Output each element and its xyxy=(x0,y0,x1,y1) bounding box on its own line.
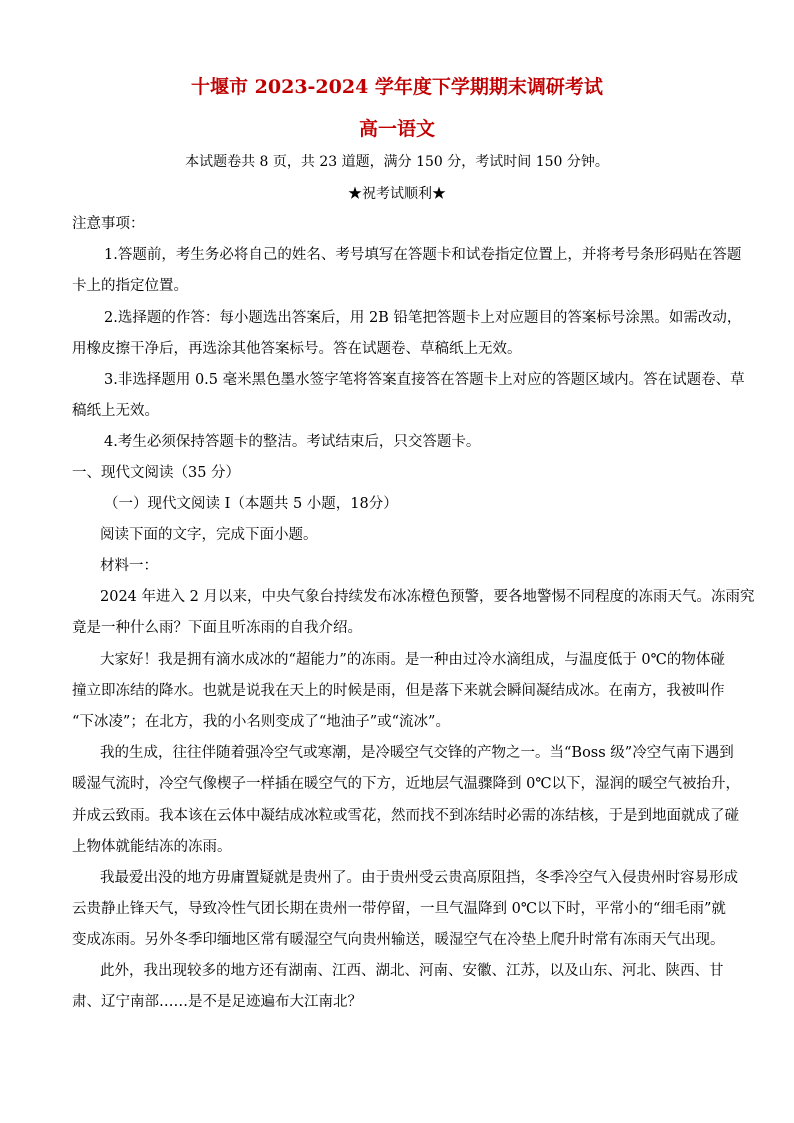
notice-item-3-line-1: 3.非选择题用 0.5 毫米黑色墨水签字笔将答案直接答在答题卡上对应的答题区域内。答在试题卷、草 xyxy=(104,372,745,388)
article-p4-line-1: 我最爱出没的地方毋庸置疑就是贵州了。由于贵州受云贵高原阻挡，冬季冷空气入侵贵州时容易形成 xyxy=(100,870,738,886)
section-sub-heading: （一）现代文阅读 I（本题共 5 小题，18分） xyxy=(104,496,398,512)
notice-item-1-line-1: 1.答题前，考生务必将自己的姓名、考号填写在答题卡和试卷指定位置上，并将考号条形码贴在答题 xyxy=(104,247,742,263)
article-p5-line-1: 此外，我出现较多的地方还有湖南、江西、湖北、河南、安徽、江苏，以及山东、河北、陕西、甘 xyxy=(100,963,724,979)
article-p3-line-3: 并成云致雨。我本该在云体中凝结成冰粒或雪花，然而找不到冻结时必需的冻结核，于是到地面就成了碰 xyxy=(72,808,739,824)
exam-wish: ★祝考试顺利★ xyxy=(348,186,446,202)
material-label: 材料一： xyxy=(100,558,158,574)
section-instruction: 阅读下面的文字，完成下面小题。 xyxy=(100,527,318,543)
section-heading: 一、现代文阅读（35 分） xyxy=(72,465,241,481)
article-p3-line-2: 暖湿气流时，冷空气像楔子一样插在暖空气的下方，近地层气温骤降到 0℃以下，湿润的暖空气被抬升， xyxy=(72,776,741,792)
exam-subject: 高一语文 xyxy=(358,118,435,140)
article-p5-line-2: 肃、辽宁南部……是不是足迹遍布大江南北？ xyxy=(72,994,362,1010)
notice-item-2-line-2: 用橡皮擦干净后，再选涂其他答案标号。答在试题卷、草稿纸上无效。 xyxy=(72,341,522,357)
article-p2-line-3: “下冰凌”；在北方，我的小名则变成了“地油子”或“流冰”。 xyxy=(72,714,450,730)
article-p4-line-3: 变成冻雨。另外冬季印缅地区常有暖湿空气向贵州输送，暖湿空气在冷垫上爬升时常有冻雨天气出现。 xyxy=(72,932,725,948)
notice-item-1-line-2: 卡上的指定位置。 xyxy=(72,278,188,294)
article-p1-line-1: 2024 年进入 2 月以来，中央气象台持续发布冰冻橙色预警，要各地警惕不同程度的冻雨天气。冻雨究 xyxy=(100,589,755,605)
article-p3-line-1: 我的生成，往往伴随着强冷空气或寒潮，是冷暖空气交锋的产物之一。当“Boss 级”冷空气南下遇到 xyxy=(100,745,734,761)
notice-heading: 注意事项： xyxy=(72,216,145,232)
notice-item-4: 4.考生必须保持答题卡的整洁。考试结束后，只交答题卡。 xyxy=(104,434,481,450)
article-p1-line-2: 竟是一种什么雨？下面且听冻雨的自我介绍。 xyxy=(72,620,362,636)
exam-info: 本试题卷共 8 页，共 23 道题，满分 150 分，考试时间 150 分钟。 xyxy=(185,154,609,170)
exam-title: 十堰市 2023-2024 学年度下学期期末调研考试 xyxy=(191,76,603,98)
notice-item-3-line-2: 稿纸上无效。 xyxy=(72,403,159,419)
article-p4-line-2: 云贵静止锋天气，导致冷性气团长期在贵州一带停留，一旦气温降到 0℃以下时，平常小的“细毛雨”就 xyxy=(72,901,726,917)
article-p2-line-1: 大家好！我是拥有滴水成冰的“超能力”的冻雨。是一种由过冷水滴组成，与温度低于 0℃的物体碰 xyxy=(100,652,725,668)
notice-item-2-line-1: 2.选择题的作答：每小题选出答案后，用 2B 铅笔把答题卡上对应题目的答案标号涂黑。如需改动， xyxy=(104,310,742,326)
article-p2-line-2: 撞立即冻结的降水。也就是说我在天上的时候是雨，但是落下来就会瞬间凝结成冰。在南方，我被叫作 xyxy=(72,683,725,699)
article-p3-line-4: 上物体就能结冻的冻雨。 xyxy=(72,839,232,855)
